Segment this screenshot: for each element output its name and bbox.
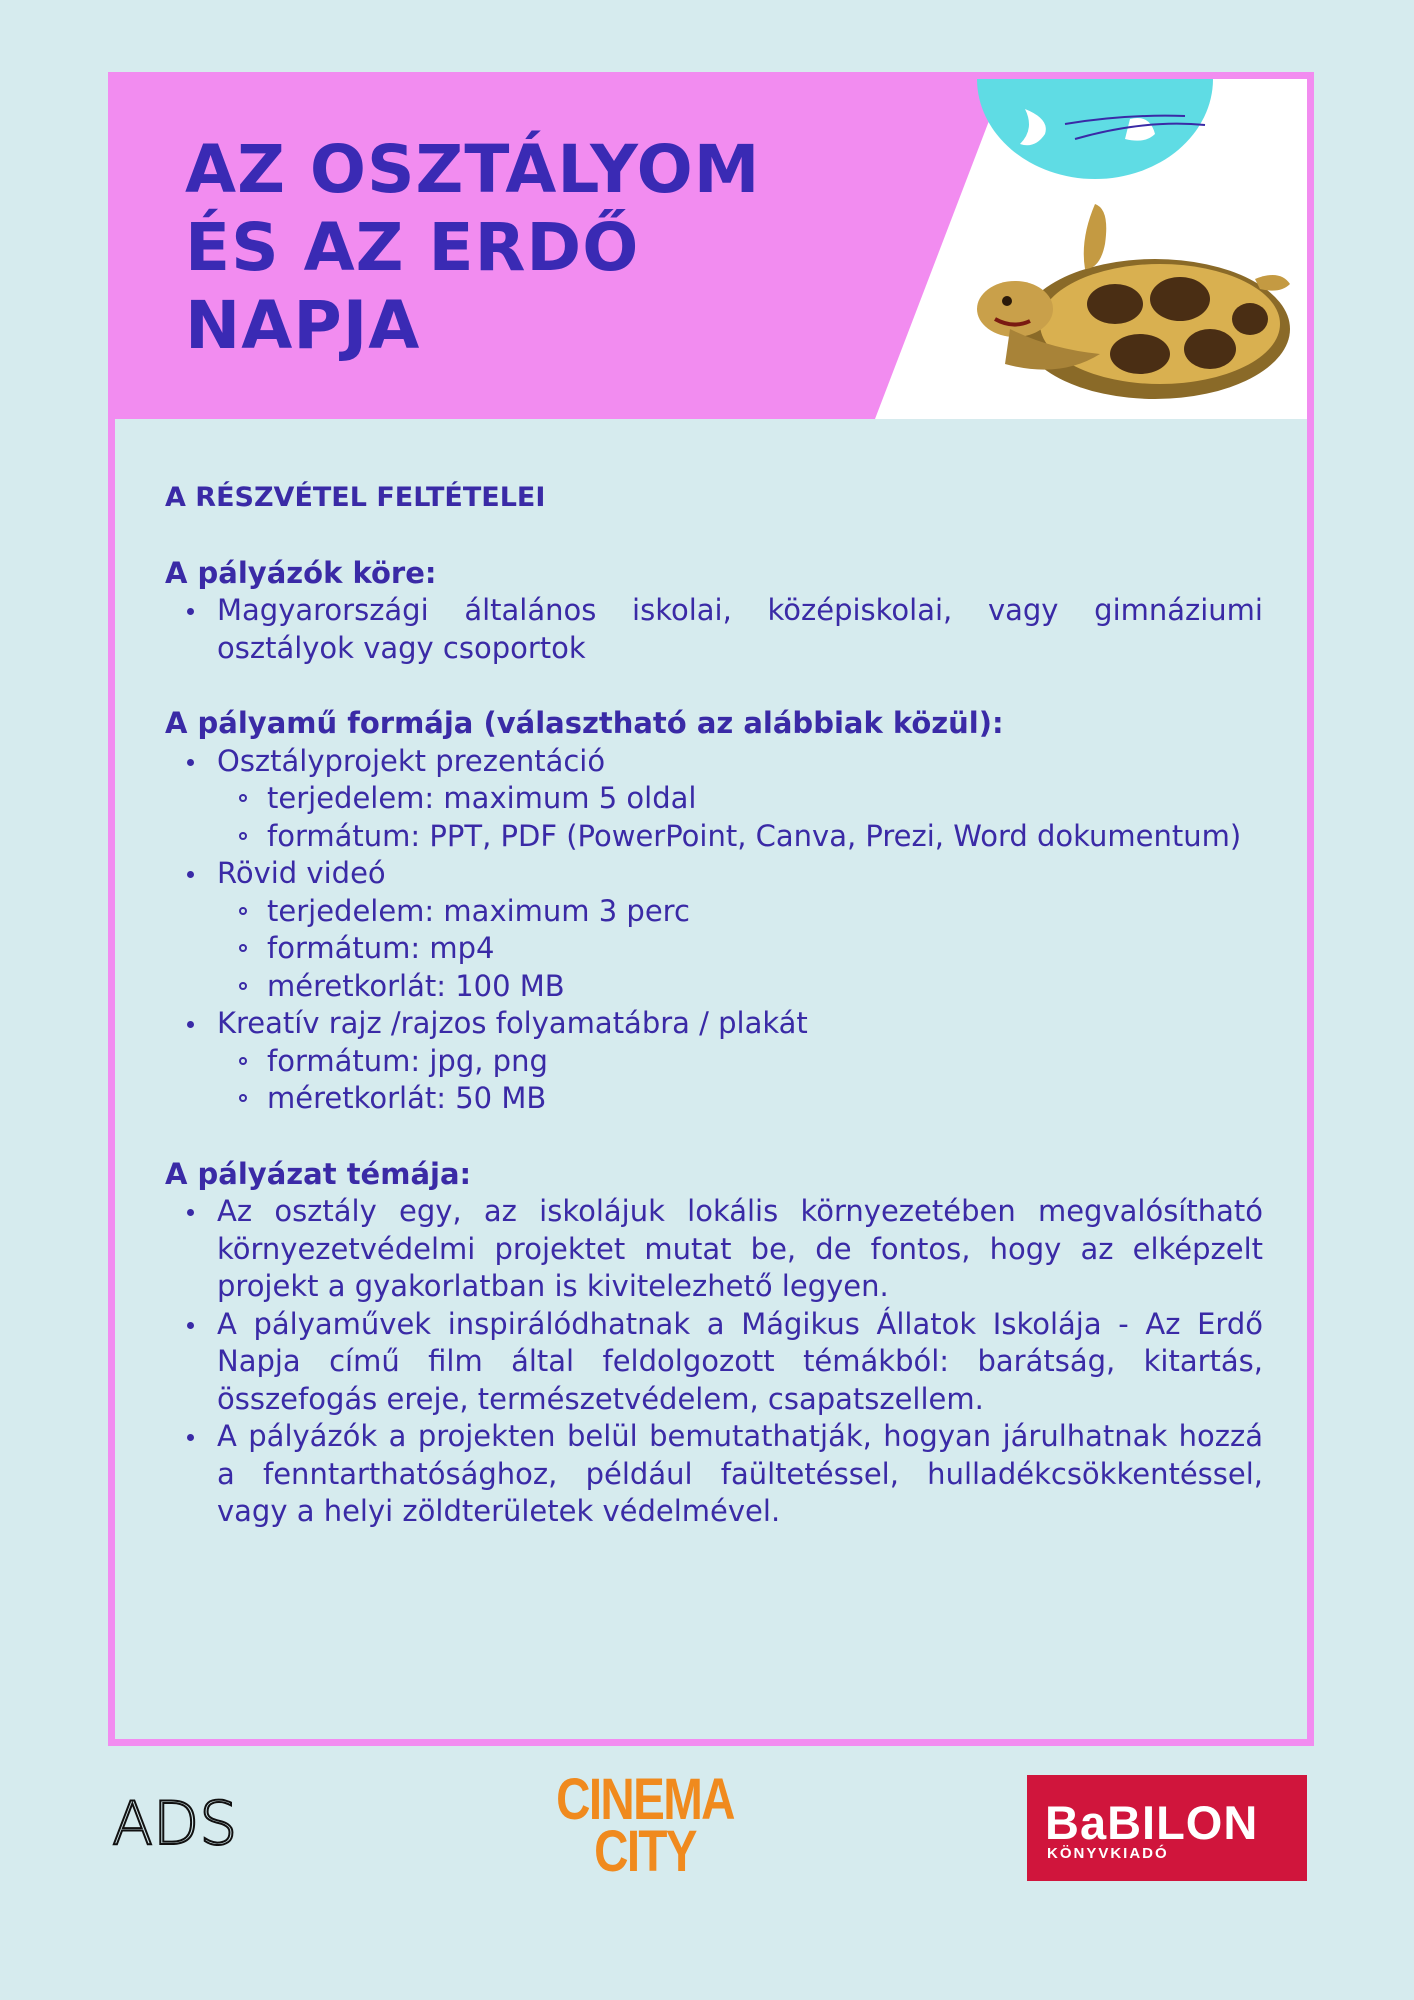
cinema-city-logo <box>543 1767 748 1884</box>
sub-list <box>217 1043 1263 1118</box>
title-line-1: AZ OSZTÁLYOM <box>185 131 761 208</box>
list-item: Az osztály egy, az iskolájuk lokális környezetében megvalósítható környezetvédelmi projektet mutat be, de fontos, hogy az elképzelt projekt a gyakorlatban is kivitelezhető legyen. <box>165 1193 1263 1306</box>
list-item: A pályázók a projekten belül bemutathatják, hogyan járulhatnak hozzá a fenntarthatósághoz, például faültetéssel, hulladékcsökkentéssel, vagy a helyi zöldterületek védelmével. <box>165 1418 1263 1531</box>
main-content <box>165 479 1263 1531</box>
sub-list <box>217 893 1263 1006</box>
cinema-city-line-2: CITY <box>594 1819 696 1884</box>
babilon-logo-sub: KÖNYVKIADÓ <box>1047 1845 1169 1862</box>
cinema-city-line-1: CINEMA <box>556 1767 734 1832</box>
globe-turtle-illustration <box>955 79 1307 419</box>
applicants-list <box>165 592 1263 667</box>
format-option-drawing: Kreatív rajz /rajzos folyamatábra / plakát <box>217 1006 808 1040</box>
sub-list-item: formátum: mp4 <box>217 930 1263 968</box>
sub-list <box>217 780 1263 855</box>
section-heading: A RÉSZVÉTEL FELTÉTELEI <box>165 482 546 513</box>
page-title <box>185 131 760 365</box>
globe-icon <box>977 79 1213 179</box>
sub-list-item: terjedelem: maximum 3 perc <box>217 893 1263 931</box>
title-line-2: ÉS AZ ERDŐ <box>185 209 640 286</box>
title-line-3: NAPJA <box>185 287 421 364</box>
sub-list-item: formátum: jpg, png <box>217 1043 1263 1081</box>
format-label: A pályamű formája (választható az alábbiak közül): <box>165 706 1004 740</box>
format-option-presentation: Osztályprojekt prezentáció <box>217 743 606 778</box>
format-list <box>165 743 1263 1118</box>
sub-list-item: formátum: PPT, PDF (PowerPoint, Canva, Prezi, Word dokumentum) <box>217 818 1263 856</box>
babilon-logo <box>1027 1775 1307 1881</box>
turtle-icon <box>977 204 1290 399</box>
poster-frame <box>108 72 1314 1746</box>
applicants-label: A pályázók köre: <box>165 555 437 590</box>
list-item: Magyarországi általános iskolai, középiskolai, vagy gimnáziumi osztályok vagy csoportok <box>165 592 1263 667</box>
sub-list-item: terjedelem: maximum 5 oldal <box>217 780 1263 818</box>
ads-logo <box>112 1794 257 1848</box>
sub-list-item: méretkorlát: 50 MB <box>217 1080 1263 1118</box>
theme-label: A pályázat témája: <box>165 1156 472 1191</box>
list-item <box>165 743 1263 856</box>
ads-logo-text: ADS <box>112 1794 238 1848</box>
list-item <box>165 1005 1263 1118</box>
sub-list-item: méretkorlát: 100 MB <box>217 968 1263 1006</box>
header-banner <box>115 79 1307 419</box>
format-option-video: Rövid videó <box>217 856 386 890</box>
list-item <box>165 855 1263 1005</box>
list-item: A pályaművek inspirálódhatnak a Mágikus Állatok Iskolája - Az Erdő Napja című film által feldolgozott témákból: barátság, kitartás, összefogás ereje, természetvédelem, csapatszellem. <box>165 1306 1263 1419</box>
theme-list <box>165 1193 1263 1531</box>
babilon-logo-name: BaBILON <box>1045 1796 1259 1849</box>
sponsor-logos <box>0 1767 1414 1890</box>
